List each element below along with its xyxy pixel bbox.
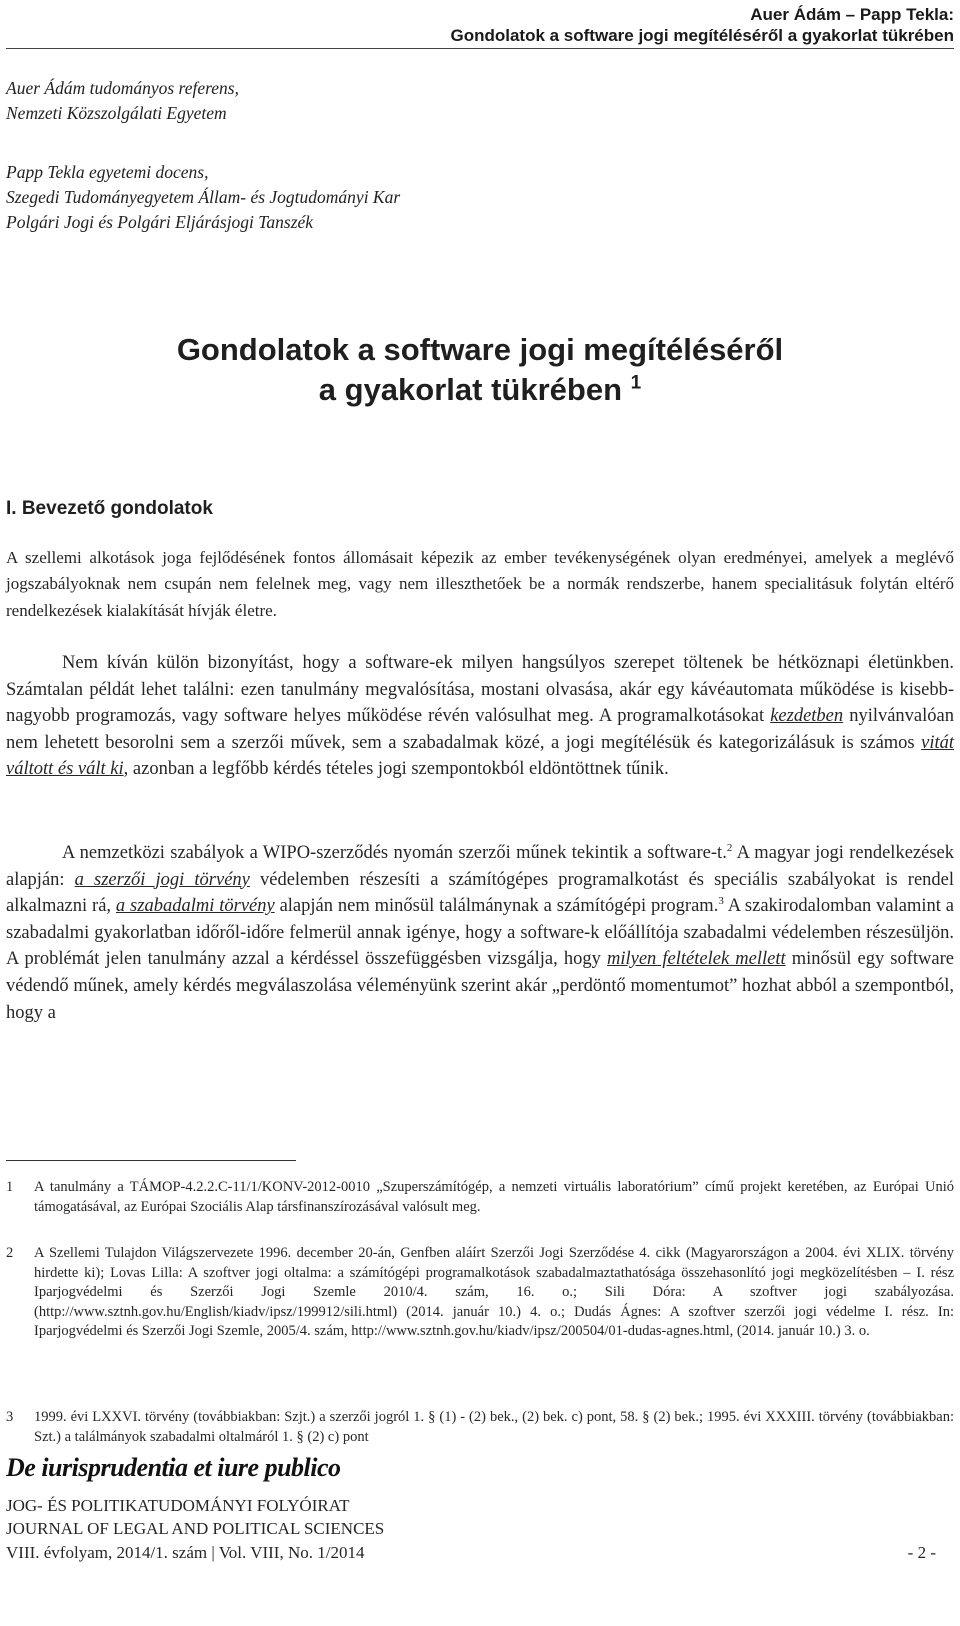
affiliation-line: Auer Ádám tudományos referens,	[6, 78, 239, 98]
page-number: - 2 -	[907, 1543, 936, 1562]
journal-name-hungarian: JOG- ÉS POLITIKATUDOMÁNYI FOLYÓIRAT	[6, 1496, 350, 1515]
footnote-rule	[6, 1160, 296, 1161]
header-rule	[6, 48, 954, 49]
affiliation-auer	[6, 76, 239, 126]
footnote-text: A tanulmány a TÁMOP-4.2.2.C-11/1/KONV-2012-0010 „Szuperszámítógép, a nemzeti virtuális laboratórium” című projekt keretében, az Európai Unió támogatásával, az Európai Szociális Alap társfinanszírozásával valósult meg.	[34, 1179, 954, 1215]
emphasis-milyen-feltetelek: milyen feltételek mellett	[607, 949, 786, 970]
footnote-number: 1	[6, 1179, 14, 1195]
title-footnote-ref[interactable]: 1	[630, 372, 642, 394]
affiliation-line: Papp Tekla egyetemi docens,	[6, 162, 209, 182]
footnote-1	[6, 1178, 954, 1217]
footnote-text: A Szellemi Tulajdon Világszervezete 1996. december 20-án, Genfben aláírt Szerzői Jogi Szerződése 4. cikk (Magyarországon a 2004. évi XLIX. törvény hirdette ki); Lovas Lilla: A szoftver jogi oltalma: a számítógépi programalkotások szabadalmaztathatósága összehasonlító jogi megközelítésben – I. rész Iparjogvédelmi és Szerzői Jogi Szemle 2010/4. szám, 16. o.; Sili Dóra: A szoftver jogi szabályozása. (http://www.sztnh.gov.hu/English/kiadv/ipsz/199912/sili.html) (2014. január 10.) 4. o.; Dudás Ágnes: A szoftver szerzői jogi védelme I. rész. In: Iparjogvédelmi és Szerzői Jogi Szemle, 2005/4. szám, http://www.sztnh.gov.hu/kiadv/ipsz/200504/01-dudas-agnes.html, (2014. január 10.) 3. o.	[34, 1245, 954, 1339]
paragraph-text: , azonban a legfőbb kérdés tételes jogi szempontokból eldöntöttnek tűnik.	[123, 759, 669, 780]
footnote-number: 2	[6, 1245, 14, 1261]
article-title	[0, 330, 960, 410]
paragraph-text: alapján nem minősül találmánynak a számítógépi program.	[274, 896, 719, 917]
emphasis-szabadalmi-torveny: a szabadalmi törvény	[115, 896, 275, 917]
footnote-ref-2[interactable]: 2	[726, 841, 733, 854]
paragraph-text: Nem kíván külön bizonyítást, hogy a software-ek milyen hangsúlyos szerepet töltenek be hétköznapi életünkben. Számtalan példát lehet találni: ezen tanulmány megvalósítása, mostani olvasása, akár egy kávéautomata működése is kisebb-nagyobb programozás, vagy software helyes működése révén valósulhat meg. A programalkotásokat	[6, 653, 954, 727]
paragraph-text: A nemzetközi szabályok a WIPO-szerződés nyomán szerzői műnek tekintik a software-t.	[62, 843, 727, 863]
issue-info: VIII. évfolyam, 2014/1. szám | Vol. VIII, No. 1/2014	[6, 1543, 365, 1562]
footnote-number: 3	[6, 1409, 14, 1425]
affiliation-line: Nemzeti Közszolgálati Egyetem	[6, 103, 227, 123]
paragraph-text: A magyar jogi rendelkezések alapján:	[6, 843, 954, 890]
article-title-line2-text: a gyakorlat tükrében	[318, 372, 622, 407]
section-heading: I. Bevezető gondolatok	[6, 498, 213, 519]
paragraph-2	[6, 650, 954, 783]
paragraph-text: nyilvánvalóan nem lehetett besorolni sem a szerzői művek, sem a szabadalmak közé, a jogi megítélésük és kategorizálásuk is számos	[6, 706, 954, 753]
paragraph-text: A szakirodalomban valamint a szabadalmi gyakorlatban időről-időre felmerül annak igénye, hogy a software-k előállítója szabadalmi védelemben részesüljön. A problémát jelen tanulmány azzal a kérdéssel összefüggésben vizsgálja, hogy	[6, 896, 954, 970]
affiliation-line: Polgári Jogi és Polgári Eljárásjogi Tanszék	[6, 212, 314, 232]
paragraph-text: minősül egy software védendő műnek, amely kérdés megválaszolása véleményünk szerint akár „perdöntő momentumot” hozhat abból a szempontból, hogy a	[6, 949, 954, 1023]
emphasis-vitat: vitát váltott és vált ki	[6, 732, 954, 780]
paragraph-text: védelemben részesíti a számítógépes programalkotást és speciális szabályokat is rendel alkalmazni rá,	[6, 869, 955, 917]
running-head-title: Gondolatok a software jogi megítéléséről a gyakorlat tükrében	[450, 26, 954, 45]
article-title-line2	[0, 370, 960, 410]
running-head-authors: Auer Ádám – Papp Tekla:	[750, 5, 954, 24]
footnote-ref-3[interactable]: 3	[718, 895, 724, 908]
affiliation-papp	[6, 160, 400, 235]
footnote-text: 1999. évi LXXVI. törvény (továbbiakban: Szjt.) a szerzői jogról 1. § (1) - (2) bek., (2) bek. c) pont, 58. § (2) bek.; 1995. évi XXXIII. törvény (továbbiakban: Szt.) a találmányok szabadalmi oltalmáról 1. § (2) c) pont	[34, 1409, 954, 1445]
footnote-3	[6, 1408, 954, 1447]
affiliation-line: Szegedi Tudományegyetem Állam- és Jogtudományi Kar	[6, 187, 401, 207]
journal-logo: De iurisprudentia et iure publico	[6, 1453, 341, 1482]
journal-name-english: JOURNAL OF LEGAL AND POLITICAL SCIENCES	[6, 1519, 385, 1538]
emphasis-szerzoi-jogi-torveny: a szerzői jogi törvény	[74, 869, 250, 890]
paragraph-3	[6, 840, 954, 1026]
emphasis-kezdetben: kezdetben	[770, 706, 844, 727]
running-head	[450, 4, 954, 46]
paragraph-1: A szellemi alkotások joga fejlődésének fontos állomásait képezik az ember tevékenységének olyan eredményei, amelyek a meglévő jogszabályoknak nem csupán nem felelnek meg, vagy nem illeszthetőek be a normák rendszerbe, hanem specialitásuk folytán eltérő rendelkezések kialakítását hívják életre.	[6, 548, 954, 620]
footnote-2	[6, 1244, 954, 1342]
article-title-line1: Gondolatok a software jogi megítéléséről	[176, 332, 784, 367]
